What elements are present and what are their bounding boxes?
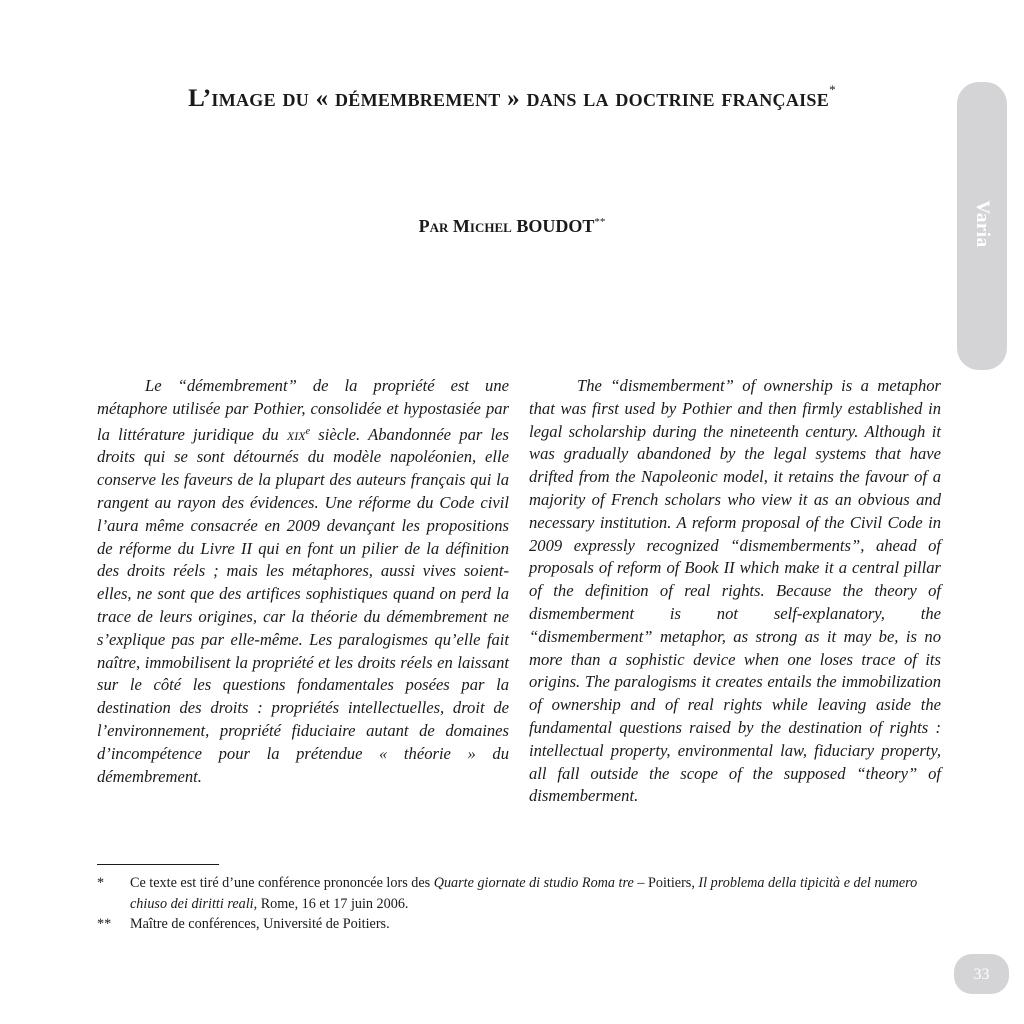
article-title — [0, 82, 1024, 113]
abstract-french-text-2: siècle. Abandonnée par les droits qui se sont détournés du modèle napoléonien, elle conserve les faveurs de la plupart des auteurs français qui la rangent au rayon des évidences. Une réforme du Code civil l’aura même consacrée en 2009 devançant les propositions de réforme du Livre II qui en font un pilier de la définition des droits réels ; mais les métaphores, aussi vives soient-elles, ne sont que des artifices sophistiques quand on perd la trace de leurs origines, car la théorie du démembrement ne s’explique pas par elle-même. Les paralogismes qu’elle fait naître, immobilisent la propriété et les droits réels en laissant sur le côté les questions fondamentales posées par la destination des droits : propriétés intellectuelles, droit de l’environnement, propriété fiduciaire autant de domaines d’incompétence pour la prétendue « théorie » du démembrement. — [97, 424, 509, 786]
footnote-2-text: Maître de conférences, Université de Poitiers. — [130, 916, 390, 932]
abstract-french-text-1: Le “démembrement” de la propriété est une métaphore utilisée par Pothier, consolidée et hypostasiée par la littérature juridique du — [97, 376, 509, 444]
century-superscript: e — [305, 425, 311, 437]
abstract-english-paragraph: The “dismemberment” of ownership is a metaphor that was first used by Pothier and then firmly established in legal scholarship during the nineteenth century. Although it was gradually abandoned by the legal systems that have drifted from the Napoleonic model, it retains the favour of a majority of French scholars who view it as an obvious and necessary institution. A reform proposal of the Civil Code in 2009 expressly recognized “dismemberments”, ahead of proposals of reform of Book II which make it a central pillar of the definition of real rights. Because the theory of dismemberment is not self-explanatory, the “dismemberment” metaphor, as strong as it may be, is no more than a sophistic device when one loses trace of its origins. The paralogisms it creates entails the immobilization of ownership and of real rights while leaving aside the fundamental questions raised by the destination of rights : intellectual property, environmental law, fiduciary property, all fall outside the scope of the supposed “theory” of dismemberment. — [529, 376, 941, 806]
abstract-french-paragraph — [97, 375, 509, 788]
section-tab — [957, 82, 1007, 370]
title-footnote-mark: * — [829, 82, 836, 97]
section-tab-label: Varia — [972, 200, 993, 248]
footnote-2 — [97, 914, 945, 935]
article-title-text: L’image du « démembrement » dans la doctrine française — [188, 85, 830, 112]
abstract-english — [529, 375, 941, 808]
footnote-1 — [97, 873, 945, 914]
footnote-rule — [97, 864, 219, 865]
century-numeral: xix — [286, 424, 306, 444]
footnote-1-text-c: , Rome, 16 et 17 juin 2006. — [253, 895, 409, 912]
footnote-1-italic-a: Quarte giornate di studio Roma tre — [433, 875, 634, 891]
footnotes — [97, 873, 945, 935]
footnote-1-text-a: Ce texte est tiré d’une conférence prononcée lors des — [130, 875, 434, 891]
author-line — [0, 216, 1024, 237]
footnote-2-mark: ** — [97, 916, 112, 932]
page-number: 33 — [954, 954, 1009, 994]
footnote-1-italic-b: Il problema della tipicità e del numero chiuso dei diritti reali — [130, 875, 918, 912]
author-name: BOUDOT — [516, 216, 595, 236]
abstract-french — [97, 375, 509, 788]
footnote-1-text-b: – Poitiers, — [633, 875, 699, 891]
author-footnote-mark: ** — [594, 216, 606, 228]
footnote-1-mark: * — [97, 875, 105, 891]
author-prefix: Par Michel — [418, 216, 512, 236]
